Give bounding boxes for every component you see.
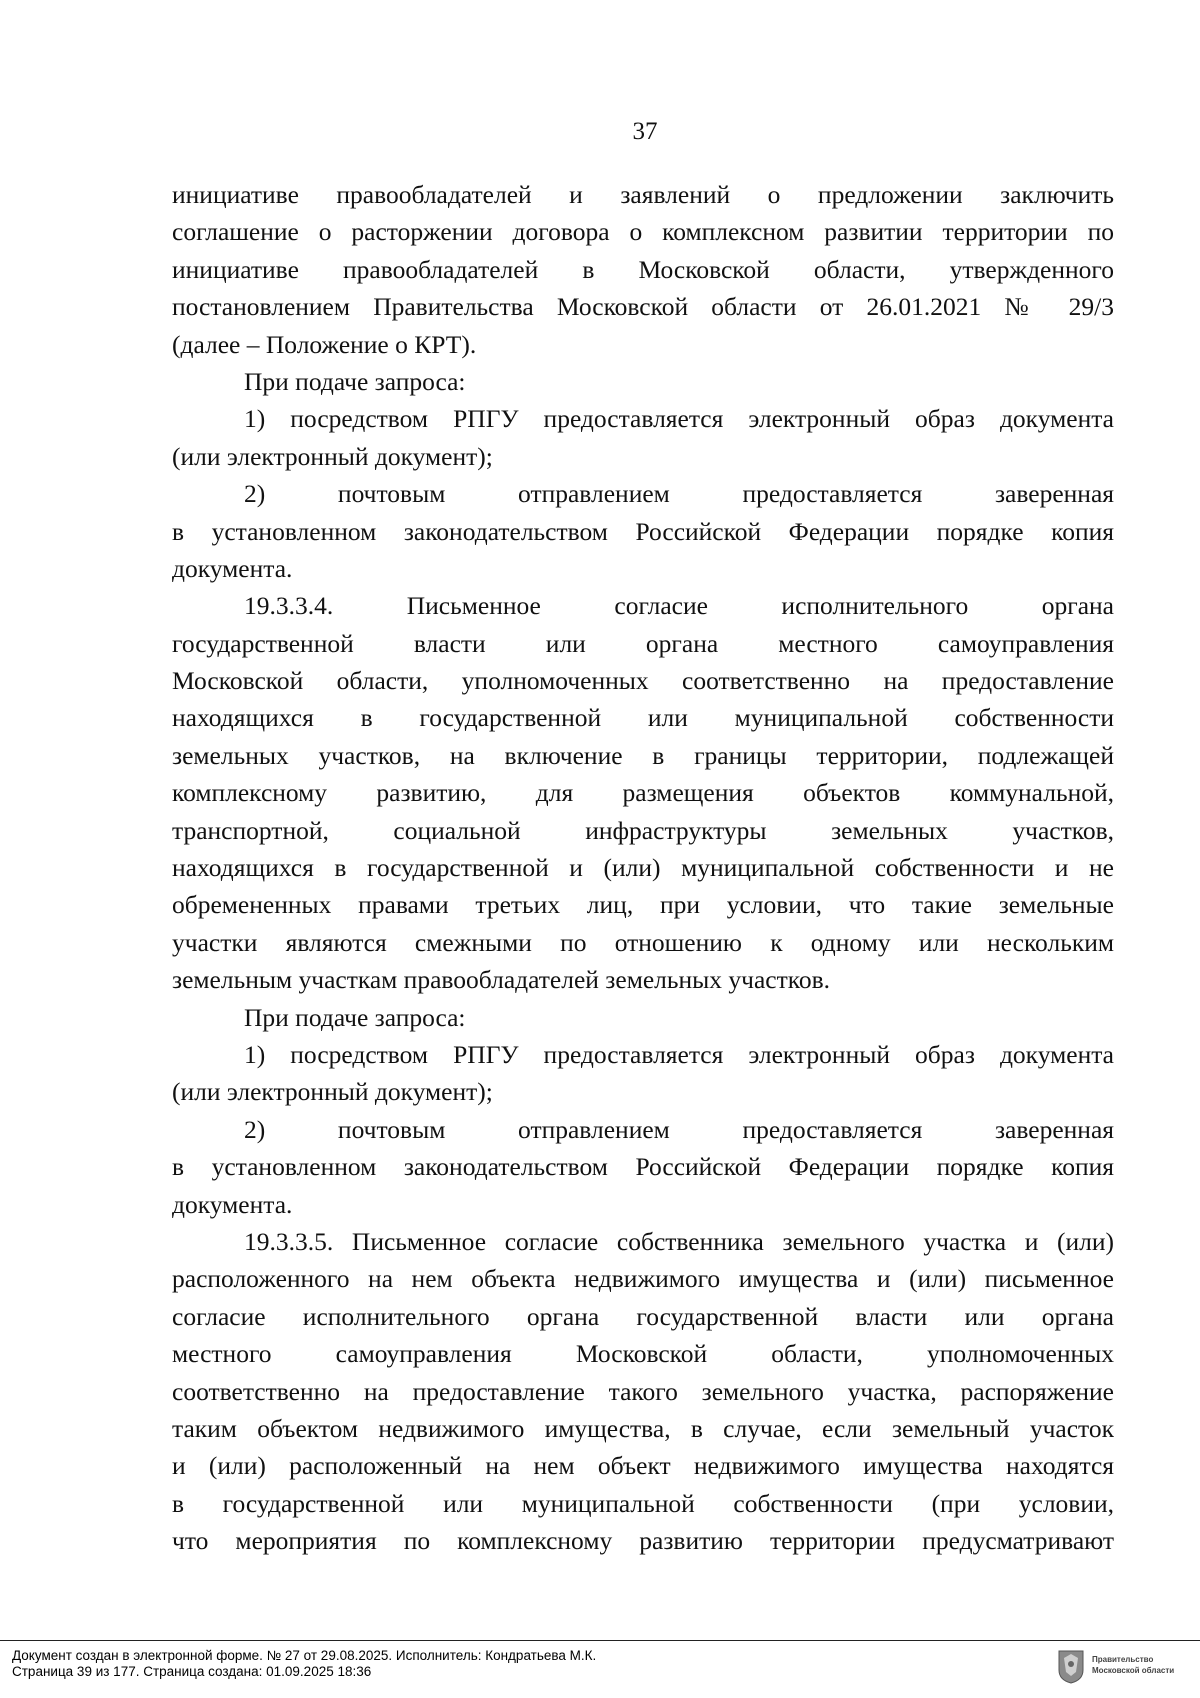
page-number: 37 <box>632 118 658 145</box>
logo-caption-line-2: Московской области <box>1092 1666 1175 1675</box>
text-line: комплексному развитию, для размещения объектов коммунальной, <box>172 778 1114 808</box>
logo-caption-line-1: Правительство <box>1092 1655 1154 1664</box>
text-line: 2) почтовым отправлением предоставляется заверенная <box>244 479 1114 509</box>
text-line: находящихся в государственной и (или) муниципальной собственности и не <box>172 853 1114 883</box>
footer-page-info: Страница 39 из 177. Страница создана: 01.09.2025 18:36 <box>12 1664 372 1679</box>
text-line: При подаче запроса: <box>244 1002 466 1032</box>
footer-document-info: Документ создан в электронной форме. № 27 от 29.08.2025. Исполнитель: Кондратьева М.К. <box>12 1648 597 1663</box>
text-line: 1) посредством РПГУ предоставляется электронный образ документа <box>244 404 1114 434</box>
text-line: (или электронный документ); <box>172 1077 493 1107</box>
text-line: что мероприятия по комплексному развитию территории предусматривают <box>172 1526 1114 1556</box>
text-line: 2) почтовым отправлением предоставляется заверенная <box>244 1114 1114 1144</box>
moscow-region-emblem-icon <box>1058 1650 1084 1684</box>
footer-info <box>12 1648 596 1680</box>
logo-caption <box>1092 1654 1174 1676</box>
text-line: 19.3.3.4. Письменное согласие исполнительного органа <box>244 591 1114 621</box>
text-line: постановлением Правительства Московской области от 26.01.2021 № 29/3 <box>172 292 1114 322</box>
text-line: в государственной или муниципальной собственности (при условии, <box>172 1488 1114 1518</box>
text-line: Московской области, уполномоченных соответственно на предоставление <box>172 666 1114 696</box>
text-line: местного самоуправления Московской области, уполномоченных <box>172 1339 1114 1369</box>
text-line: в установленном законодательством Российской Федерации порядке копия <box>172 1152 1114 1182</box>
text-line: инициативе правообладателей в Московской области, утвержденного <box>172 254 1114 284</box>
footer-logo <box>1058 1648 1192 1692</box>
text-line: находящихся в государственной или муниципальной собственности <box>172 703 1114 733</box>
text-line: участки являются смежными по отношению к одному или нескольким <box>172 927 1114 957</box>
footer-divider <box>0 1640 1200 1641</box>
text-line: документа. <box>172 1189 293 1219</box>
text-line: государственной власти или органа местного самоуправления <box>172 628 1114 658</box>
text-line: (или электронный документ); <box>172 441 493 471</box>
text-line: документа. <box>172 553 293 583</box>
text-line: При подаче запроса: <box>244 366 466 396</box>
text-line: земельным участкам правообладателей земельных участков. <box>172 965 831 995</box>
text-line: в установленном законодательством Российской Федерации порядке копия <box>172 516 1114 546</box>
text-line: 19.3.3.5. Письменное согласие собственника земельного участка и (или) <box>244 1226 1114 1256</box>
text-line: обремененных правами третьих лиц, при условии, что такие земельные <box>172 890 1114 920</box>
text-line: транспортной, социальной инфраструктуры земельных участков, <box>172 815 1114 845</box>
text-line: и (или) расположенный на нем объект недвижимого имущества находятся <box>172 1451 1114 1481</box>
text-line: земельных участков, на включение в границы территории, подлежащей <box>172 740 1114 770</box>
text-line: согласие исполнительного органа государственной власти или органа <box>172 1301 1114 1331</box>
text-line: инициативе правообладателей и заявлений о предложении заключить <box>172 180 1114 209</box>
text-line: таким объектом недвижимого имущества, в случае, если земельный участок <box>172 1413 1114 1443</box>
text-line: соответственно на предоставление такого земельного участка, распоряжение <box>172 1376 1114 1406</box>
document-body <box>172 176 1114 1559</box>
text-line: 1) посредством РПГУ предоставляется электронный образ документа <box>244 1039 1114 1069</box>
text-line: расположенного на нем объекта недвижимого имущества и (или) письменное <box>172 1264 1114 1294</box>
text-line: (далее – Положение о КРТ). <box>172 329 477 359</box>
text-line: соглашение о расторжении договора о комплексном развитии территории по <box>172 217 1114 247</box>
